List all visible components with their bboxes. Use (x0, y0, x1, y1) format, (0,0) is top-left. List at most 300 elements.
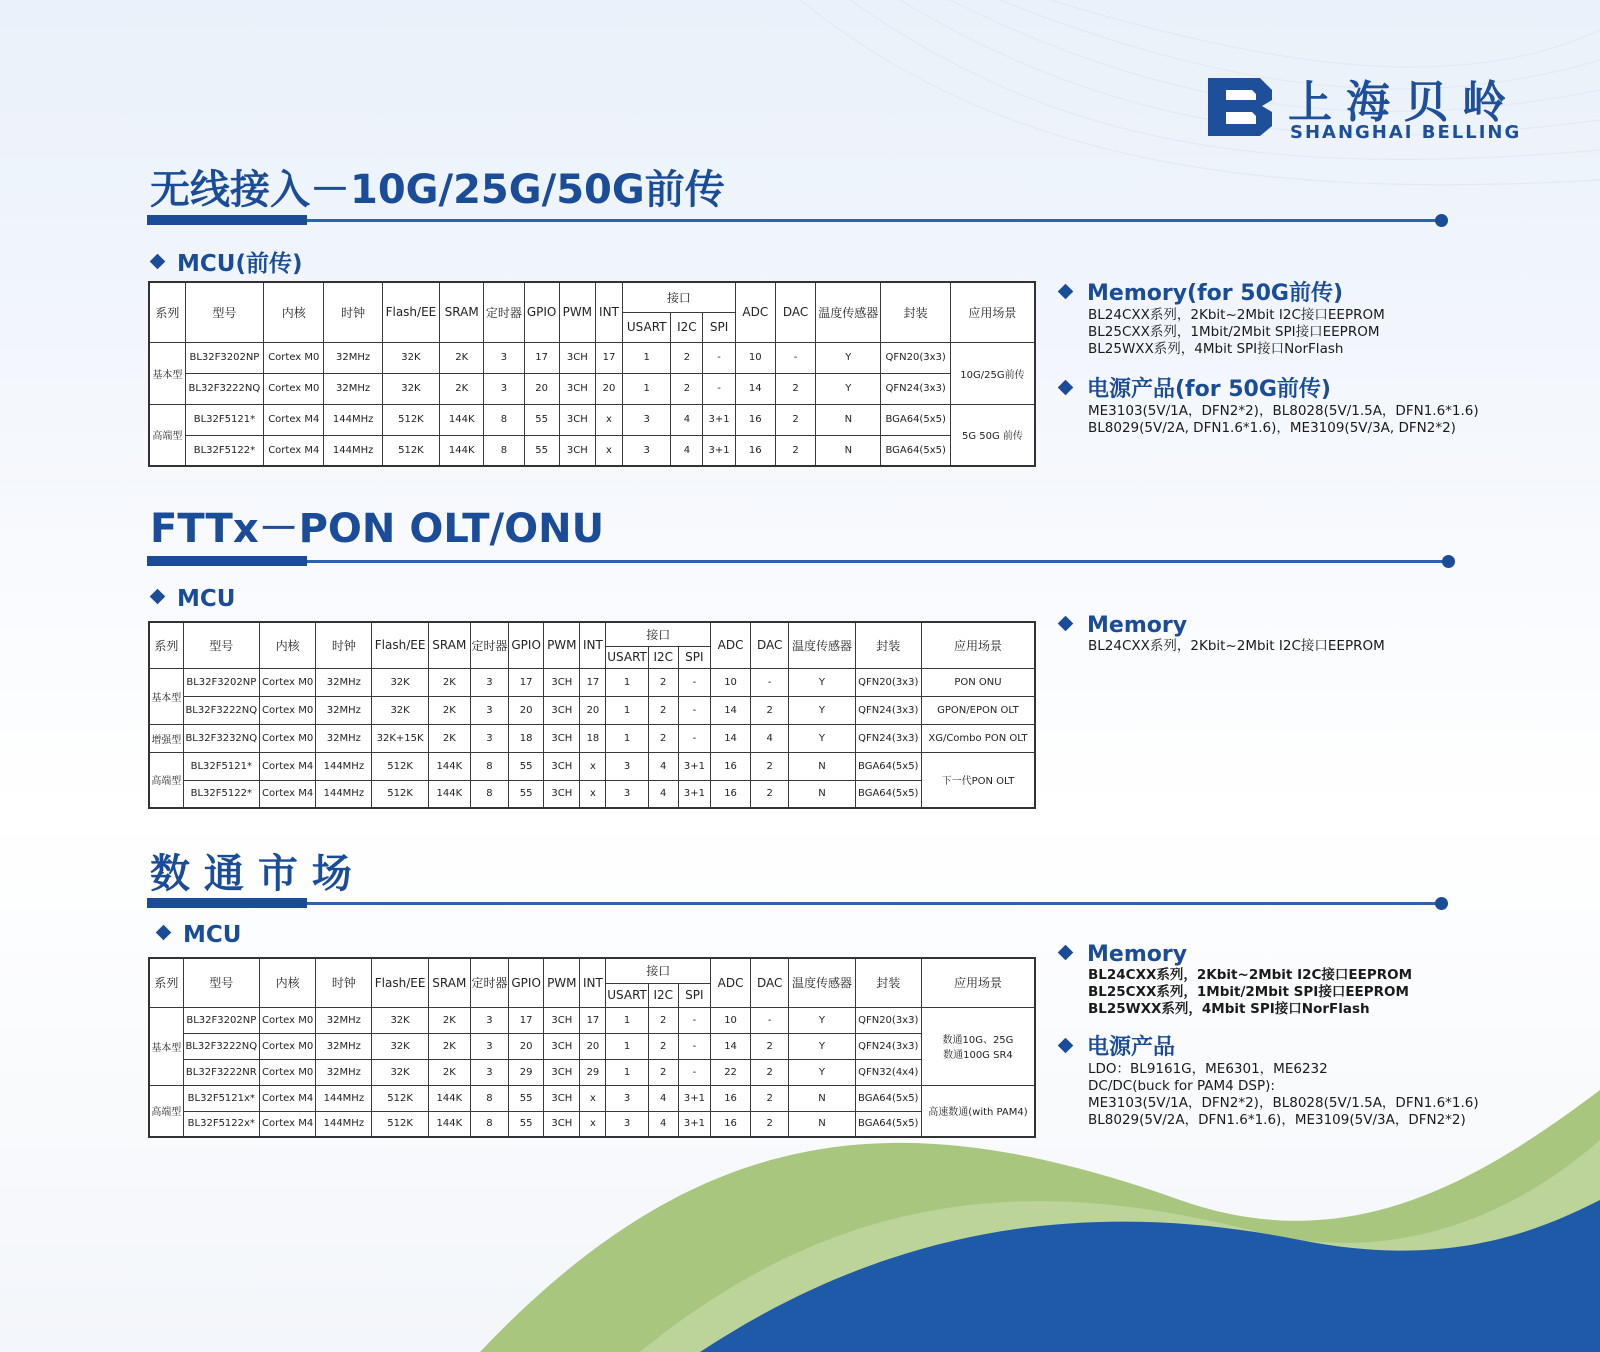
application-line: 数通10G、25G (942, 1035, 1014, 1046)
table-cell: Cortex M4 (259, 1111, 315, 1137)
table-cell: 8 (484, 404, 524, 435)
table-row (149, 1085, 1035, 1111)
table-cell: 3 (484, 373, 524, 404)
table-cell: 3CH (559, 373, 595, 404)
table-cell: 3+1 (678, 752, 710, 780)
mcu-subtitle: MCU (158, 922, 241, 948)
header-core: 内核 (264, 282, 324, 342)
table-cell: BL32F3222NQ (185, 373, 263, 404)
table-cell: 3 (470, 1007, 508, 1033)
header-model: 型号 (183, 622, 259, 668)
table-cell: 3 (470, 696, 508, 724)
header-spi: SPI (678, 646, 710, 668)
table-cell: 4 (671, 404, 703, 435)
mcu-subtitle: MCU(前传) (152, 245, 302, 278)
header-clock: 时钟 (324, 282, 382, 342)
table-cell: Y (789, 668, 855, 696)
table-cell: 2K (428, 724, 470, 752)
table-cell: 3 (470, 1059, 508, 1085)
note-line: BL25CXX系列，1Mbit/2Mbit SPI接口EEPROM (1088, 324, 1380, 340)
section-title: FTTx－PON OLT/ONU (150, 506, 605, 552)
note-line: BL25WXX系列，4Mbit SPI接口NorFlash (1088, 1001, 1370, 1017)
diamond-bullet-icon (1058, 379, 1074, 395)
table-cell: Cortex M4 (264, 404, 324, 435)
table-cell: 32K (372, 1033, 428, 1059)
table-cell: Cortex M4 (259, 1085, 315, 1111)
table-cell: 14 (710, 1033, 750, 1059)
table-cell: 2K (428, 696, 470, 724)
table-cell: 16 (710, 1111, 750, 1137)
header-timer: 定时器 (470, 958, 508, 1007)
table-cell: 32K (372, 696, 428, 724)
table-cell: Cortex M0 (264, 342, 324, 373)
header-int: INT (580, 958, 606, 1007)
table-cell: 17 (580, 1007, 606, 1033)
table-cell: 3 (606, 1085, 648, 1111)
table-cell: 32MHz (316, 724, 372, 752)
table-cell: 144MHz (316, 780, 372, 808)
table-cell: Y (789, 724, 855, 752)
table-cell: 32MHz (316, 1059, 372, 1085)
table-cell: 2 (751, 752, 789, 780)
application-cell: XG/Combo PON OLT (921, 724, 1035, 752)
table-cell: 3+1 (678, 1085, 710, 1111)
table-cell: 29 (509, 1059, 544, 1085)
table-cell: 144MHz (316, 1111, 372, 1137)
application-cell: PON ONU (921, 668, 1035, 696)
header-application: 应用场景 (950, 282, 1035, 342)
table-cell: Y (816, 373, 881, 404)
header-package: 封装 (881, 282, 950, 342)
table-cell: 3CH (544, 1111, 580, 1137)
section-divider (147, 219, 1442, 222)
table-cell: 22 (710, 1059, 750, 1085)
series-group-cell: 基本型 (149, 1007, 183, 1085)
table-cell: 17 (580, 668, 606, 696)
table-cell: 32K (382, 373, 439, 404)
header-pwm: PWM (559, 282, 595, 342)
table-cell: 2 (648, 668, 678, 696)
header-adc: ADC (710, 958, 750, 1007)
table-cell: 1 (623, 373, 671, 404)
header-temp-sensor: 温度传感器 (789, 622, 855, 668)
table-cell: 20 (580, 1033, 606, 1059)
table-cell: 8 (470, 780, 508, 808)
table-cell: 3+1 (703, 435, 735, 466)
header-spi: SPI (678, 983, 710, 1007)
table-cell: BL32F5121* (183, 752, 259, 780)
table-cell: 8 (470, 752, 508, 780)
table-cell: BL32F5122* (185, 435, 263, 466)
header-interface: 接口 (623, 282, 736, 312)
table-cell: - (678, 724, 710, 752)
table-cell: 55 (524, 435, 559, 466)
table-cell: 4 (671, 435, 703, 466)
table-row (149, 1033, 1035, 1059)
table-cell: 2 (775, 435, 815, 466)
header-i2c: I2C (648, 646, 678, 668)
table-cell: 144K (428, 780, 470, 808)
header-sram: SRAM (428, 958, 470, 1007)
table-cell: 512K (382, 435, 439, 466)
table-cell: 144K (428, 1111, 470, 1137)
table-cell: 2K (428, 1007, 470, 1033)
mcu-subtitle: MCU (152, 586, 235, 612)
header-core: 内核 (259, 958, 315, 1007)
application-cell: 高速数通(with PAM4) (921, 1085, 1035, 1137)
table-cell: 3 (470, 668, 508, 696)
table-cell: QFN20(3x3) (855, 668, 921, 696)
mcu-spec-table (148, 281, 1036, 467)
series-group-cell: 基本型 (149, 342, 185, 404)
side-notes (1060, 276, 1479, 437)
table-row (149, 668, 1035, 696)
table-row (149, 1007, 1035, 1033)
table-cell: QFN32(4x4) (855, 1059, 921, 1085)
table-cell: Cortex M0 (259, 1033, 315, 1059)
table-cell: 2 (751, 1059, 789, 1085)
header-i2c: I2C (648, 983, 678, 1007)
table-cell: 17 (509, 1007, 544, 1033)
table-cell: 20 (580, 696, 606, 724)
table-cell: 3 (470, 724, 508, 752)
table-cell: 3CH (559, 435, 595, 466)
table-cell: 3+1 (678, 1111, 710, 1137)
table-cell: 55 (509, 1085, 544, 1111)
brand-name-cn: 上海贝岭 (1288, 77, 1520, 128)
table-cell: BL32F5121* (185, 404, 263, 435)
table-cell: 144MHz (316, 1085, 372, 1111)
table-cell: 32MHz (316, 668, 372, 696)
header-series: 系列 (149, 958, 183, 1007)
header-series: 系列 (149, 282, 185, 342)
table-cell: 2 (751, 1111, 789, 1137)
table-cell: 29 (580, 1059, 606, 1085)
table-cell: 3+1 (703, 404, 735, 435)
table-cell: 17 (524, 342, 559, 373)
note-line: LDO：BL9161G，ME6301，ME6232 (1088, 1061, 1328, 1077)
application-cell: GPON/EPON OLT (921, 696, 1035, 724)
table-cell: 2 (775, 404, 815, 435)
table-cell: 32MHz (316, 1033, 372, 1059)
table-cell: 16 (735, 435, 775, 466)
table-cell: Y (816, 342, 881, 373)
table-cell: 4 (648, 780, 678, 808)
table-cell: 2K (428, 1059, 470, 1085)
table-cell: 4 (648, 1111, 678, 1137)
table-cell: 3CH (544, 1033, 580, 1059)
table-cell: 32K (372, 1059, 428, 1085)
table-cell: 20 (509, 696, 544, 724)
diamond-bullet-icon (1058, 615, 1074, 631)
header-adc: ADC (710, 622, 750, 668)
table-cell: 16 (710, 1085, 750, 1111)
table-cell: 144MHz (316, 752, 372, 780)
table-cell: 2 (648, 724, 678, 752)
table-cell: x (595, 404, 622, 435)
table-cell: - (678, 1033, 710, 1059)
table-cell: BL32F5122x* (183, 1111, 259, 1137)
header-sram: SRAM (428, 622, 470, 668)
table-cell: 8 (470, 1085, 508, 1111)
table-cell: 14 (735, 373, 775, 404)
brand-logo (1200, 68, 1520, 148)
table-row (149, 435, 1035, 466)
table-row (149, 752, 1035, 780)
application-cell (921, 1007, 1035, 1085)
table-cell: 32MHz (316, 696, 372, 724)
table-cell: - (678, 1007, 710, 1033)
table-cell: 2 (751, 1033, 789, 1059)
table-cell: N (816, 404, 881, 435)
table-cell: 1 (606, 724, 648, 752)
table-cell: 3 (606, 752, 648, 780)
header-int: INT (580, 622, 606, 668)
header-usart: USART (623, 312, 671, 342)
note-line: BL25CXX系列，1Mbit/2Mbit SPI接口EEPROM (1088, 984, 1409, 1000)
table-cell: x (595, 435, 622, 466)
header-interface: 接口 (606, 622, 710, 646)
table-cell: 512K (372, 780, 428, 808)
header-model: 型号 (183, 958, 259, 1007)
table-cell: QFN24(3x3) (881, 373, 950, 404)
application-cell: 10G/25G前传 (950, 342, 1035, 404)
header-sram: SRAM (440, 282, 484, 342)
table-cell: QFN24(3x3) (855, 724, 921, 752)
header-pwm: PWM (544, 958, 580, 1007)
table-cell: 32K (372, 1007, 428, 1033)
table-cell: 3CH (559, 342, 595, 373)
section-divider (147, 902, 1442, 905)
header-temp-sensor: 温度传感器 (816, 282, 881, 342)
table-cell: N (789, 752, 855, 780)
mcu-spec-table (148, 621, 1036, 809)
table-cell: 14 (710, 724, 750, 752)
table-cell: 512K (372, 752, 428, 780)
table-cell: 3CH (544, 1007, 580, 1033)
table-row (149, 404, 1035, 435)
table-cell: - (703, 373, 735, 404)
table-cell: 2 (775, 373, 815, 404)
divider-dot (1442, 555, 1455, 568)
table-cell: BGA64(5x5) (881, 435, 950, 466)
table-cell: 512K (372, 1085, 428, 1111)
table-cell: BL32F3202NP (183, 1007, 259, 1033)
header-series: 系列 (149, 622, 183, 668)
table-cell: Y (789, 1059, 855, 1085)
header-gpio: GPIO (524, 282, 559, 342)
table-row (149, 1059, 1035, 1085)
header-application: 应用场景 (921, 622, 1035, 668)
table-cell: 2K (440, 342, 484, 373)
header-timer: 定时器 (484, 282, 524, 342)
header-dac: DAC (751, 622, 789, 668)
section-divider (147, 560, 1449, 563)
table-cell: 2 (648, 696, 678, 724)
table-cell: 2 (751, 780, 789, 808)
table-cell: 3CH (544, 1085, 580, 1111)
table-cell: 2 (671, 342, 703, 373)
table-cell: 2K (428, 668, 470, 696)
table-cell: 144MHz (324, 404, 382, 435)
table-cell: 32K (372, 668, 428, 696)
note-title: Memory(for 50G前传) (1060, 276, 1479, 307)
table-cell: 3 (606, 780, 648, 808)
note-title: Memory (1060, 613, 1385, 638)
table-cell: BGA64(5x5) (855, 752, 921, 780)
table-row (149, 724, 1035, 752)
table-cell: 2 (751, 1085, 789, 1111)
application-line: 数通100G SR4 (943, 1050, 1013, 1061)
table-cell: 144MHz (324, 435, 382, 466)
table-cell: - (678, 696, 710, 724)
divider-dot (1435, 897, 1448, 910)
header-flash: Flash/EE (372, 622, 428, 668)
note-line: BL24CXX系列，2Kbit~2Mbit I2C接口EEPROM (1088, 638, 1385, 654)
table-cell: 144K (440, 404, 484, 435)
table-cell: - (751, 1007, 789, 1033)
table-cell: 32MHz (316, 1007, 372, 1033)
divider-dot (1435, 214, 1448, 227)
diamond-bullet-icon (1058, 944, 1074, 960)
table-cell: Cortex M0 (264, 373, 324, 404)
header-clock: 时钟 (316, 958, 372, 1007)
table-cell: 3CH (544, 752, 580, 780)
table-cell: BL32F5122* (183, 780, 259, 808)
section-title: 无线接入－10G/25G/50G前传 (150, 167, 725, 213)
table-cell: 1 (606, 1033, 648, 1059)
table-row (149, 780, 1035, 808)
table-cell: 1 (606, 668, 648, 696)
table-cell: 2K (440, 373, 484, 404)
table-cell: BL32F3202NP (183, 668, 259, 696)
header-gpio: GPIO (509, 958, 544, 1007)
note-line: DC/DC(buck for PAM4 DSP): (1088, 1078, 1275, 1094)
table-cell: 32K+15K (372, 724, 428, 752)
table-cell: N (789, 1085, 855, 1111)
table-cell: Cortex M0 (259, 668, 315, 696)
table-cell: 3+1 (678, 780, 710, 808)
header-model: 型号 (185, 282, 263, 342)
table-cell: BGA64(5x5) (881, 404, 950, 435)
table-cell: 144K (428, 752, 470, 780)
header-timer: 定时器 (470, 622, 508, 668)
table-cell: 16 (735, 404, 775, 435)
table-cell: - (703, 342, 735, 373)
brand-name-en: SHANGHAI BELLING (1290, 122, 1522, 143)
table-row (149, 342, 1035, 373)
table-cell: BL32F3222NR (183, 1059, 259, 1085)
note-line: BL8029(5V/2A，DFN1.6*1.6)，ME3109(5V/3A，DFN2*2) (1088, 1112, 1466, 1128)
header-i2c: I2C (671, 312, 703, 342)
table-cell: Cortex M0 (259, 1059, 315, 1085)
table-cell: x (580, 752, 606, 780)
table-cell: x (580, 1111, 606, 1137)
header-flash: Flash/EE (372, 958, 428, 1007)
belling-logo-icon (1200, 70, 1280, 140)
note-title: 电源产品 (1060, 1030, 1479, 1061)
table-cell: BL32F3222NQ (183, 696, 259, 724)
diamond-bullet-icon (1058, 283, 1074, 299)
table-cell: 1 (606, 1007, 648, 1033)
table-cell: 20 (595, 373, 622, 404)
table-cell: 2 (648, 1033, 678, 1059)
table-cell: Cortex M4 (259, 752, 315, 780)
table-cell: 17 (595, 342, 622, 373)
header-application: 应用场景 (921, 958, 1035, 1007)
header-package: 封装 (855, 958, 921, 1007)
table-cell: 10 (735, 342, 775, 373)
table-cell: N (789, 1111, 855, 1137)
table-cell: 32MHz (324, 342, 382, 373)
table-cell: 18 (509, 724, 544, 752)
table-cell: 4 (648, 1085, 678, 1111)
table-cell: 10 (710, 668, 750, 696)
header-core: 内核 (259, 622, 315, 668)
table-cell: QFN20(3x3) (881, 342, 950, 373)
note-line: ME3103(5V/1A，DFN2*2)，BL8028(5V/1.5A，DFN1.6*1.6) (1088, 403, 1479, 419)
table-cell: 3 (484, 342, 524, 373)
table-cell: BL32F5121x* (183, 1085, 259, 1111)
table-cell: Y (789, 1007, 855, 1033)
table-cell: Cortex M4 (259, 780, 315, 808)
table-cell: 55 (524, 404, 559, 435)
note-line: BL24CXX系列，2Kbit~2Mbit I2C接口EEPROM (1088, 307, 1385, 323)
table-cell: BGA64(5x5) (855, 1085, 921, 1111)
table-cell: BGA64(5x5) (855, 780, 921, 808)
table-cell: Cortex M0 (259, 696, 315, 724)
table-cell: 20 (509, 1033, 544, 1059)
table-cell: 1 (623, 342, 671, 373)
table-cell: BL32F3232NQ (183, 724, 259, 752)
table-cell: 14 (710, 696, 750, 724)
table-cell: QFN24(3x3) (855, 1033, 921, 1059)
table-cell: 3CH (544, 1059, 580, 1085)
table-cell: 2K (428, 1033, 470, 1059)
table-cell: 55 (509, 780, 544, 808)
header-dac: DAC (775, 282, 815, 342)
table-cell: Cortex M4 (264, 435, 324, 466)
table-cell: 144K (440, 435, 484, 466)
header-int: INT (595, 282, 622, 342)
table-cell: QFN20(3x3) (855, 1007, 921, 1033)
table-cell: 16 (710, 752, 750, 780)
table-cell: 4 (648, 752, 678, 780)
header-pwm: PWM (544, 622, 580, 668)
note-line: BL25WXX系列，4Mbit SPI接口NorFlash (1088, 341, 1344, 357)
table-cell: 32K (382, 342, 439, 373)
table-cell: 3 (470, 1033, 508, 1059)
header-flash: Flash/EE (382, 282, 439, 342)
table-cell: 2 (648, 1007, 678, 1033)
table-cell: BL32F3202NP (185, 342, 263, 373)
table-cell: 20 (524, 373, 559, 404)
series-group-cell: 高端型 (149, 404, 185, 466)
table-cell: 3CH (544, 724, 580, 752)
table-cell: - (775, 342, 815, 373)
table-cell: Cortex M0 (259, 724, 315, 752)
side-notes (1060, 942, 1479, 1129)
table-cell: - (751, 668, 789, 696)
table-cell: 3CH (544, 780, 580, 808)
table-cell: BGA64(5x5) (855, 1111, 921, 1137)
diamond-bullet-icon (150, 589, 166, 605)
table-cell: 55 (509, 1111, 544, 1137)
series-group-cell: 高端型 (149, 752, 183, 808)
table-cell: 17 (509, 668, 544, 696)
table-cell: 3 (623, 435, 671, 466)
diamond-bullet-icon (150, 254, 166, 270)
